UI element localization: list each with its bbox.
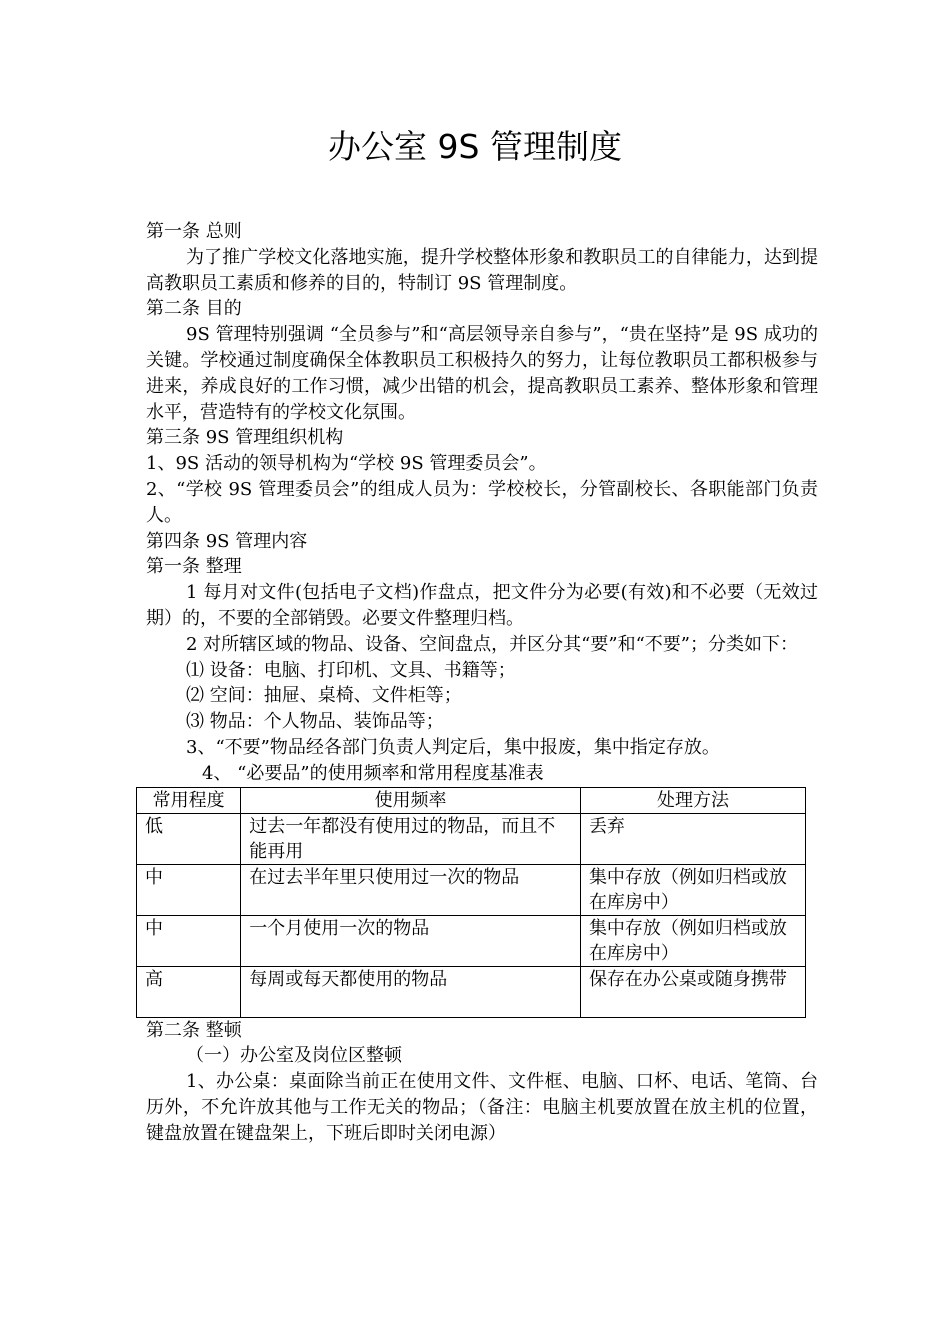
table-cell: 保存在办公桌或随身携带 [580,966,805,1017]
category-equipment: ⑴ 设备：电脑、打印机、文具、书籍等； [186,659,516,681]
table-cell: 每周或每天都使用的物品 [241,966,581,1017]
paragraph-desk: 1、办公桌：桌面除当前正在使用文件、文件框、电脑、口杯、电话、笔筒、台历外，不允许放其他与工作无关的物品；（备注：电脑主机要放置在放主机的位置，键盘放置在键盘架上，下班后即时关闭电源） [146,1071,818,1144]
table-cell: 集中存放（例如归档或放在库房中） [580,915,805,966]
table-header-row [137,787,806,813]
subsection-heading-sort: 第一条 整理 [146,556,242,578]
document-body [146,219,818,1147]
category-items: ⑶ 物品：个人物品、装饰品等； [186,711,444,733]
paragraph-sort-3: 3、“不要”物品经各部门负责人判定后，集中报废，集中指定存放。 [186,736,720,758]
table-cell: 一个月使用一次的物品 [241,915,581,966]
category-space: ⑵ 空间：抽屉、桌椅、文件柜等； [186,685,462,707]
table-cell: 中 [137,864,241,915]
table-cell: 在过去半年里只使用过一次的物品 [241,864,581,915]
section-heading-general: 第一条 总则 [146,221,242,242]
subsection-office-arrange: （一）办公室及岗位区整顿 [186,1045,402,1067]
table-cell: 丢弃 [580,813,805,864]
table-row [137,915,806,966]
table-cell: 高 [137,966,241,1017]
paragraph-sort-2: 2 对所辖区域的物品、设备、空间盘点，并区分其“要”和“不要”；分类如下： [186,633,798,655]
table-row [137,813,806,864]
table-header-cell: 常用程度 [137,787,241,813]
table-cell: 过去一年都没有使用过的物品，而且不能再用 [241,813,581,864]
organization-item-1: 1、9S 活动的领导机构为“学校 9S 管理委员会”。 [146,453,547,475]
table-cell: 中 [137,915,241,966]
section-heading-organization: 第三条 9S 管理组织机构 [146,427,344,449]
paragraph-sort-1: 1 每月对文件(包括电子文档)作盘点，把文件分为必要(有效)和不必要（无效过期）的，不要的全部销毁。必要文件整理归档。 [146,582,818,629]
table-header-cell: 处理方法 [580,787,805,813]
section-heading-purpose: 第二条 目的 [146,298,242,320]
table-caption: 4、 “必要品”的使用频率和常用程度基准表 [202,762,544,784]
paragraph-purpose: 9S 管理特别强调 “全员参与”和“高层领导亲自参与”，“贵在坚持”是 9S 成功的关键。学校通过制度确保全体教职员工积极持久的努力，让每位教职员工都积极参与进来，养成良好的工作习惯，减少出错的机会，提高教职员工素养、整体形象和管理水平，营造特有的学校文化氛围。 [146,324,818,423]
table-cell: 集中存放（例如归档或放在库房中） [580,864,805,915]
table-row [137,864,806,915]
table-row [137,966,806,1017]
paragraph-general: 为了推广学校文化落地实施，提升学校整体形象和教职员工的自律能力，达到提高教职员工素质和修养的目的，特制订 9S 管理制度。 [146,246,818,294]
table-header-cell: 使用频率 [241,787,581,813]
frequency-table [136,787,806,1018]
document-title: 办公室 9S 管理制度 [328,127,622,166]
section-heading-content: 第四条 9S 管理内容 [146,530,308,552]
subsection-heading-arrange: 第二条 整顿 [146,1019,242,1041]
organization-item-2: 2、“学校 9S 管理委员会”的组成人员为：学校校长，分管副校长、各职能部门负责人。 [146,478,818,526]
table-cell: 低 [137,813,241,864]
